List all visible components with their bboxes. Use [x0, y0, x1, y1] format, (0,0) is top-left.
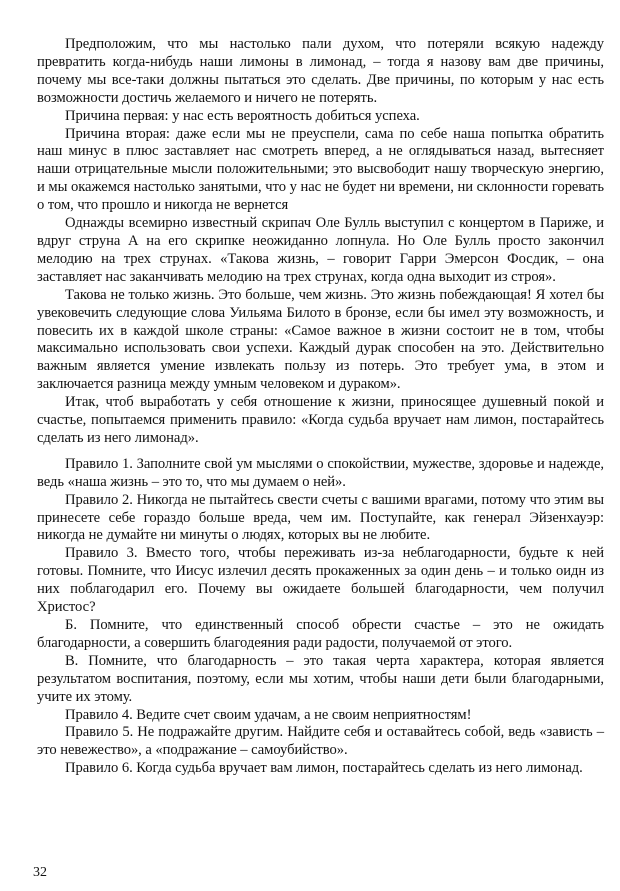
- paragraph-rule-4: Правило 4. Ведите счет своим удачам, а не своим неприятностям!: [65, 706, 472, 723]
- paragraph-reason-two: Причина вторая: даже если мы не преуспели, сама по себе наша попытка обратить наш минус в плюс заставляет нас смотреть вперед, а не оглядываться назад, вытесняет наши отрицательные мысли положительными; это высвободит нашу творческую энергию, и мы окажемся настолько занятыми, что у нас не будет ни времени, ни склонности горевать о том, что прошло и никогда не вернется: [37, 125, 604, 214]
- section-gap: [37, 448, 604, 456]
- page-body: [37, 36, 604, 778]
- paragraph-rule-6: Правило 6. Когда судьба вручает вам лимон, постарайтесь сделать из него лимонад.: [65, 760, 583, 777]
- paragraph-bilotto-quote: Такова не только жизнь. Это больше, чем жизнь. Это жизнь побеждающая! Я хотел бы увековечить следующие слова Уильяма Билото в бронзе, если бы имел эту возможность, и повесить их в каждой школе страны: «Самое важное в жизни состоит не в том, чтобы максимально использовать свои успехи. Каждый дурак способен на это. Действительно важным является умение извлекать пользу из потерь. Это требует ума, в этом и заключается разница между умным человеком и дураком».: [37, 286, 604, 393]
- page-number: 32: [33, 865, 47, 880]
- paragraph-reason-one: Причина первая: у нас есть вероятность добиться успеха.: [65, 107, 420, 124]
- paragraph-rule-3b: Б. Помните, что единственный способ обрести счастье – это не ожидать благодарности, а совершить благодеяния ради радости, получаемой от этого.: [37, 617, 604, 651]
- paragraph-rule-intro: Итак, чтоб выработать у себя отношение к жизни, приносящее душевный покой и счастье, попытаемся применить правило: «Когда судьба вручает нам лимон, постарайтесь сделать из него лимонад».: [37, 394, 604, 446]
- paragraph-rule-1: Правило 1. Заполните свой ум мыслями о спокойствии, мужестве, здоровье и надежде, ведь «наша жизнь – это то, что мы думаем о ней».: [37, 455, 604, 490]
- paragraph-ole-bull: Однажды всемирно известный скрипач Оле Булль выступил с концертом в Париже, и вдруг струна А на его скрипке неожиданно лопнула. Но Оле Булль просто закончил мелодию на трех струнах. «Такова жизнь, – говорит Гарри Эмерсон Фосдик, – она заставляет нас заканчивать мелодию на трех струнах, когда одна выходит из строя».: [37, 215, 604, 285]
- paragraph-rule-2: Правило 2. Никогда не пытайтесь свести счеты с вашими врагами, потому что этим вы принесете себе гораздо больше вреда, чем им. Поступайте, как генерал Эйзенхауэр: никогда не думайте ни минуты о людях, которых вы не любите.: [37, 491, 604, 544]
- paragraph-rule-5: Правило 5. Не подражайте другим. Найдите себя и оставайтесь собой, ведь «зависть – это невежество», а «подражание – самоубийство».: [37, 724, 604, 759]
- paragraph-rule-3: Правило 3. Вместо того, чтобы переживать из-за неблагодарности, будьте к ней готовы. Помните, что Иисус излечил десять прокаженных за один день – и только оидн из них поблагодарил его. Почему вы ожидаете большей благодарности, чем получил Христос?: [37, 545, 604, 616]
- paragraph-hope: Предположим, что мы настолько пали духом, что потеряли всякую надежду превратить когда-нибудь наши лимоны в лимонад, – тогда я назову вам две причины, почему мы все-таки должны пытаться это сделать. Две причины, по которым у нас есть возможности достичь желаемого и ничего не потерять.: [37, 36, 604, 106]
- paragraph-rule-3c: В. Помните, что благодарность – это такая черта характера, которая является результатом воспитания, поэтому, если мы хотим, чтобы наши дети были благодарными, учите их этому.: [37, 652, 604, 705]
